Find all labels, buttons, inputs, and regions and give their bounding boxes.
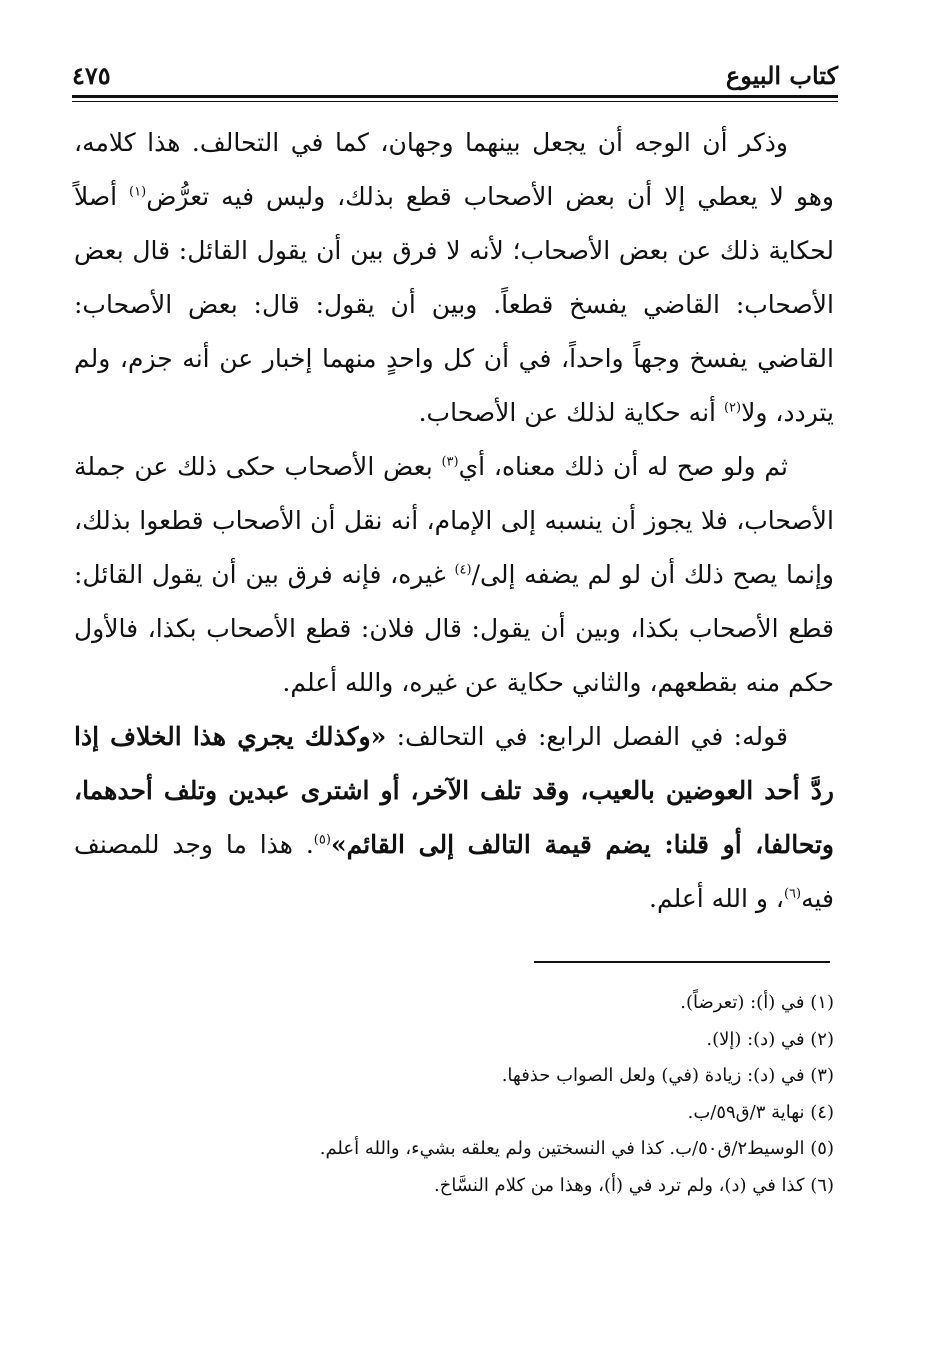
footnote-1: (١) في (أ): (تعرضاً). [680, 992, 834, 1013]
paragraph-2-part-3: غيره، فإنه فرق بين أن يقول القائل: قطع الأصحاب بكذا، وبين أن يقول: قال فلان: قطع الأصحاب بكذا، فالأول حكم منه بقطعهم، والثاني حكاية عن غيره، والله أعلم. [74, 560, 834, 697]
footnote-ref-6: (٦) [783, 886, 802, 902]
paragraph-3-part-3: ، و الله أعلم. [649, 884, 784, 913]
footnote-4: (٤) نهاية ٣/ق٥٩/ب. [687, 1101, 834, 1123]
footnote-3: (٣) في (د): زيادة (في) ولعل الصواب حذفها. [501, 1065, 834, 1086]
paragraph-2 [74, 440, 834, 710]
running-header [72, 55, 838, 95]
chapter-title: كتاب البيوع [725, 61, 838, 90]
header-rule [72, 95, 838, 98]
footnote-5: (٥) الوسيط٢/ق٥٠/ب. كذا في النسختين ولم يعلقه بشيء، والله أعلم. [319, 1138, 834, 1159]
footnote-ref-3: (٣) [441, 454, 459, 470]
paragraph-3 [74, 710, 834, 926]
paragraph-1-part-2: أصلاً لحكاية ذلك عن بعض الأصحاب؛ لأنه لا فرق بين أن يقول القائل: قال بعض الأصحاب: القاضي يفسخ قطعاً. وبين أن يقول: قال: بعض الأصحاب: القاضي يفسخ وجهاً واحداً، في أن كل واحدٍ منهما إخبار عن أنه جزم، ولم يتردد، ولا [74, 182, 834, 427]
paragraph-1 [74, 116, 834, 440]
paragraph-3-part-1: قوله: في الفصل الرابع: في التحالف: [386, 722, 788, 751]
footnote-separator [534, 961, 830, 963]
footnote-ref-1: (١) [129, 184, 147, 200]
paragraph-1-part-3: أنه حكاية لذلك عن الأصحاب. [418, 398, 724, 427]
header-rule-thin [72, 101, 838, 102]
paragraph-2-part-1: ثم ولو صح له أن ذلك معناه، أي [458, 452, 788, 481]
footnote-ref-4: (٤) [454, 562, 472, 578]
paragraph-1-part-1: وذكر أن الوجه أن يجعل بينهما وجهان، كما في التحالف. هذا كلامه، وهو لا يعطي إلا أن بعض الأصحاب قطع بذلك، وليس فيه تعرُّض [74, 128, 834, 211]
quoted-text: «وكذلك يجري هذا الخلاف إذا ردَّ أحد العوضين بالعيب، وقد تلف الآخر، أو اشترى عبدين وتلف أحدهما، وتحالفا، أو قلنا: يضم قيمة التالف إلى القائم» [74, 722, 835, 859]
page-number: ٤٧٥ [72, 61, 111, 90]
footnote-ref-5: (٥) [313, 832, 331, 848]
main-text [74, 116, 834, 926]
paragraph-2-part-2: بعض الأصحاب حكى ذلك عن جملة الأصحاب، فلا يجوز أن ينسبه إلى الإمام، أنه نقل أن الأصحاب قطعوا بذلك، وإنما يصح ذلك أن لو لم يضفه إلى/ [74, 452, 834, 589]
footnotes [260, 985, 834, 1204]
footnote-ref-2: (٢) [723, 400, 742, 416]
footnote-6: (٦) كذا في (د)، ولم ترد في (أ)، وهذا من كلام النسَّاخ. [434, 1174, 834, 1196]
paragraph-3-part-2: . هذا ما وجد للمصنف فيه [74, 830, 834, 913]
footnote-2: (٢) في (د): (إلا). [706, 1028, 834, 1050]
